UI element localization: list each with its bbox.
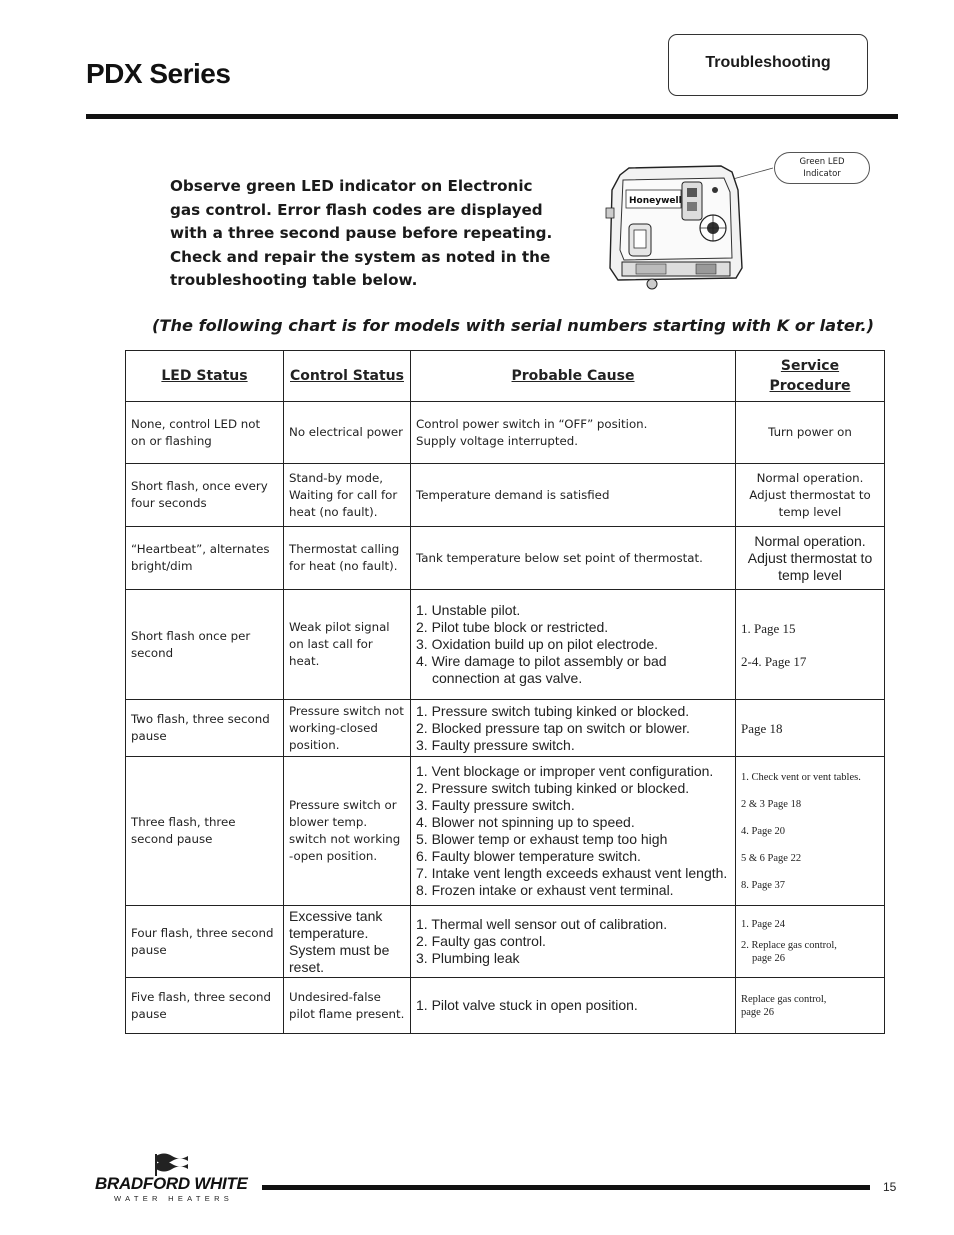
section-tab: Troubleshooting [668,34,868,96]
table-row [126,590,885,700]
table-row [126,402,885,464]
cause-item: 8. Frozen intake or exhaust vent terminal. [416,882,674,898]
cause-item: 1. Pressure switch tubing kinked or blocked. [416,702,690,719]
cause-item: 5. Blower temp or exhaust temp too high [416,831,668,847]
control-status-cell: Excessive tank temperature. System must be reset. [284,906,411,978]
cause-item: 6. Faulty blower temperature switch. [416,848,641,864]
cause-line: Supply voltage interrupted. [416,433,578,448]
callout-line-1: Green LED [799,157,845,167]
control-status-cell: Stand-by mode, Waiting for call for heat (no fault). [284,464,411,527]
probable-cause-cell: Temperature demand is satisfied [411,464,736,527]
led-status-cell: “Heartbeat”, alternates bright/dim [126,527,284,590]
table-row [126,700,885,757]
led-status-cell: Five flash, three second pause [126,978,284,1034]
cause-item: 2. Faulty gas control. [416,933,546,949]
service-cell: Normal operation. Adjust thermostat to temp level [736,527,885,590]
cause-item: 3. Faulty pressure switch. [416,797,575,813]
cause-item: 3. Faulty pressure switch. [416,736,575,753]
cause-item: 1. Thermal well sensor out of calibration. [416,916,668,932]
logo-wordmark: BRADFORD WHITE [95,1174,248,1193]
led-status-cell: Three flash, three second pause [126,757,284,906]
header-service-procedure: Service Procedure [736,351,885,402]
table-row [126,757,885,906]
control-status-cell: Pressure switch not working-closed position. [284,700,411,757]
cause-item: 3. Plumbing leak [416,950,520,966]
led-status-cell: Four flash, three second pause [126,906,284,978]
service-item: 2-4. Page 17 [741,653,807,669]
probable-cause-cell [411,757,736,906]
service-cell [736,906,885,978]
probable-cause-cell: Tank temperature below set point of thermostat. [411,527,736,590]
led-status-cell: Two flash, three second pause [126,700,284,757]
cause-item: 7. Intake vent length exceeds exhaust vent length. [416,865,728,881]
control-status-cell: Weak pilot signal on last call for heat. [284,590,411,700]
led-status-cell: None, control LED not on or flashing [126,402,284,464]
service-item: 5 & 6 Page 22 [741,852,802,864]
service-item: Replace gas control, [741,993,827,1005]
cause-item: 3. Oxidation build up on pilot electrode. [416,636,659,652]
green-led-callout [774,152,870,184]
control-status-cell: Thermostat calling for heat (no fault). [284,527,411,590]
header-rule [86,114,898,119]
service-item: 4. Page 20 [741,825,786,837]
service-cell [736,978,885,1034]
control-status-cell: No electrical power [284,402,411,464]
cause-item: 2. Pilot tube block or restricted. [416,619,609,635]
led-indicator [712,187,718,193]
header-probable-cause: Probable Cause [411,351,736,402]
probable-cause-cell [411,906,736,978]
intro-text: Observe green LED indicator on Electronic gas control. Error flash codes are displayed with a three second pause before repeating. Check and repair the system as noted in the troubleshooting table below. [170,177,553,289]
table-row [126,906,885,978]
cause-item: 2. Pressure switch tubing kinked or blocked. [416,780,690,796]
cause-item: 2. Blocked pressure tap on switch or blower. [416,719,690,736]
bradford-white-logo [95,1150,255,1204]
table-row [126,978,885,1034]
service-item: 1. Page 24 [741,919,786,930]
cause-line: Control power switch in “OFF” position. [416,416,648,431]
header-control-status: Control Status [284,351,411,402]
brand-label: Honeywell [629,196,682,206]
page-number: 15 [883,1180,897,1194]
table-row [126,464,885,527]
chart-note: (The following chart is for models with serial numbers starting with K or later.) [152,316,875,335]
service-item: page 26 [752,953,785,964]
service-item: page 26 [741,1006,774,1018]
service-cell [736,590,885,700]
footer-rule [262,1185,870,1190]
led-status-cell: Short flash, once every four seconds [126,464,284,527]
flag-icon [150,1150,190,1176]
cause-item: 4. Wire damage to pilot assembly or bad connection at gas valve. [416,653,667,686]
logo-tagline: WATER HEATERS [114,1194,234,1203]
service-cell [736,757,885,906]
series-title: PDX Series [86,58,231,89]
service-cell: Normal operation. Adjust thermostat to temp level [736,464,885,527]
cause-item: 4. Blower not spinning up to speed. [416,814,635,830]
service-item: 2 & 3 Page 18 [741,798,802,810]
control-status-cell: Pressure switch or blower temp. switch not working -open position. [284,757,411,906]
cause-item: 1. Vent blockage or improper vent configuration. [416,763,714,779]
cause-item: 1. Unstable pilot. [416,602,521,618]
service-item: 1. Check vent or vent tables. [741,771,861,783]
probable-cause-cell [411,590,736,700]
probable-cause-cell [411,402,736,464]
service-cell: Turn power on [736,402,885,464]
troubleshooting-table [125,350,885,1034]
led-status-cell: Short flash once per second [126,590,284,700]
table-header-row [126,351,885,402]
service-item: 8. Page 37 [741,879,786,891]
probable-cause-cell: 1. Pilot valve stuck in open position. [411,978,736,1034]
callout-line-2: Indicator [803,169,841,179]
header-led-status: LED Status [126,351,284,402]
probable-cause-cell [411,700,736,757]
service-item: 2. Replace gas control, [741,940,837,951]
table-row [126,527,885,590]
service-item: 1. Page 15 [741,620,796,636]
control-status-cell: Undesired-false pilot flame present. [284,978,411,1034]
service-cell: Page 18 [736,700,885,757]
